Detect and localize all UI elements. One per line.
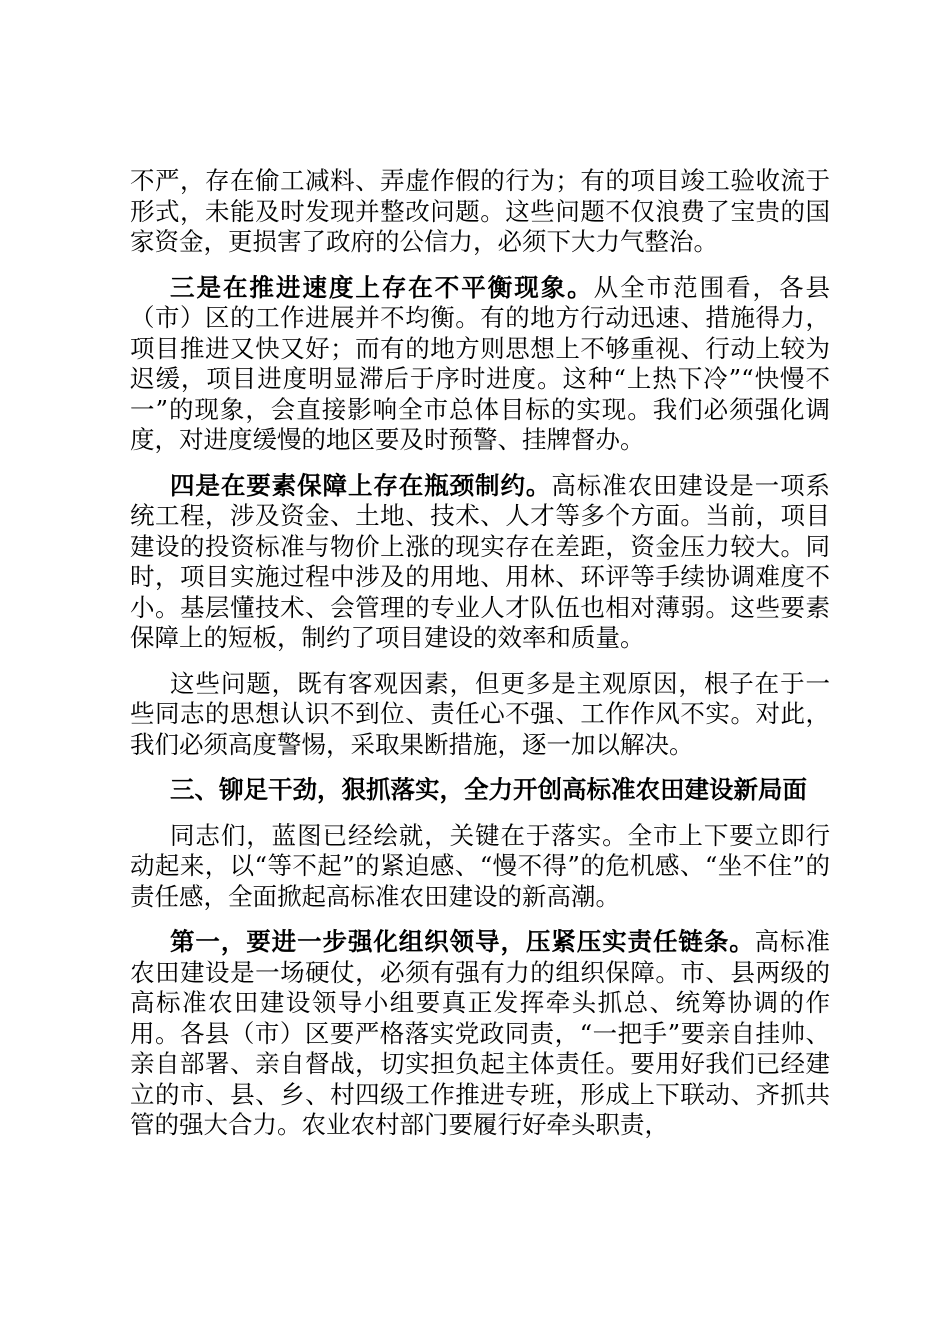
paragraph-intro bbox=[130, 821, 830, 913]
paragraph-lead: 三是在推进速度上存在不平衡现象。 bbox=[170, 272, 594, 302]
paragraph-body: 高标准农田建设是一项系统工程，涉及资金、土地、技术、人才等多个方面。当前，项目建设的投资标准与物价上涨的现实存在差距，资金压力较大。同时，项目实施过程中涉及的用地、用林、环评等手续协调难度不小。基层懂技术、会管理的专业人才队伍也相对薄弱。这些要素保障上的短板，制约了项目建设的效率和质量。 bbox=[130, 470, 831, 652]
paragraph-summary bbox=[130, 669, 830, 761]
paragraph-body: 同志们，蓝图已经绘就，关键在于落实。全市上下要立即行动起来，以“等不起”的紧迫感、“慢不得”的危机感、“坐不住”的责任感，全面掀起高标准农田建设的新高潮。 bbox=[130, 820, 830, 911]
paragraph-point-three bbox=[130, 273, 830, 456]
paragraph-body: 从全市范围看，各县（市）区的工作进展并不均衡。有的地方行动迅速、措施得力，项目推进又快又好；而有的地方则思想上不够重视、行动上较为迟缓，项目进度明显滞后于序时进度。这种“上热下冷”“快慢不一”的现象，会直接影响全市总体目标的实现。我们必须强化调度，对进度缓慢的地区要及时预警、挂牌督办。 bbox=[130, 272, 831, 454]
paragraph-body: 这些问题，既有客观因素，但更多是主观原因，根子在于一些同志的思想认识不到位、责任心不强、工作作风不实。对此，我们必须高度警惕，采取果断措施，逐一加以解决。 bbox=[130, 668, 830, 759]
paragraph-lead: 四是在要素保障上存在瓶颈制约。 bbox=[170, 470, 552, 500]
paragraph-body: 高标准农田建设是一场硬仗，必须有强有力的组织保障。市、县两级的高标准农田建设领导小组要真正发挥牵头抓总、统筹协调的作用。各县（市）区要严格落实党政同责，“一把手”要亲自挂帅、亲自部署、亲自督战，切实担负起主体责任。要用好我们已经建立的市、县、乡、村四级工作推进专班，形成上下联动、齐抓共管的强大合力。农业农村部门要履行好牵头职责， bbox=[130, 927, 831, 1139]
document-page bbox=[130, 166, 830, 1156]
section-heading: 三、铆足干劲，狠抓落实，全力开创高标准农田建设新局面 bbox=[170, 775, 807, 804]
paragraph-continuation bbox=[130, 166, 830, 258]
paragraph-first-measure bbox=[130, 927, 830, 1141]
paragraph-point-four bbox=[130, 471, 830, 654]
paragraph-body: 不严，存在偷工减料、弄虚作假的行为；有的项目竣工验收流于形式，未能及时发现并整改问题。这些问题不仅浪费了宝贵的国家资金，更损害了政府的公信力，必须下大力气整治。 bbox=[130, 166, 830, 256]
paragraph-lead: 第一，要进一步强化组织领导，压紧压实责任链条。 bbox=[170, 927, 755, 956]
